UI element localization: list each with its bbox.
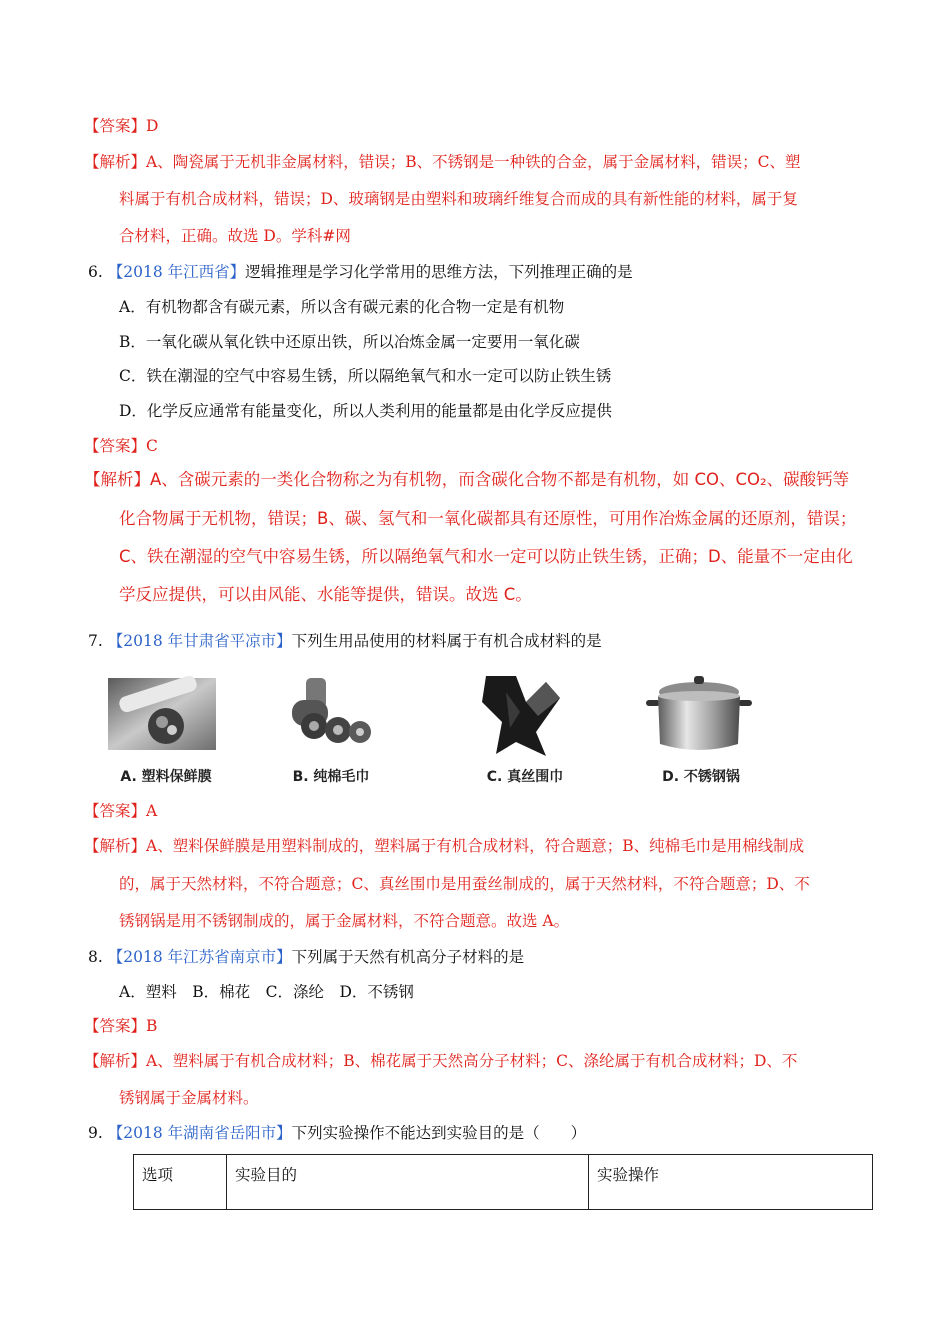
q6-explanation-line-2: 化合物属于无机物，错误；B、碳、氢气和一氧化碳都具有还原性，可用作冶炼金属的还原剂，错误；: [119, 509, 857, 528]
q8-explanation-line-2: 锈钢属于金属材料。: [119, 1089, 259, 1107]
q6-option-c: C．铁在潮湿的空气中容易生锈，所以隔绝氧气和水一定可以防止铁生锈: [119, 367, 612, 385]
question-source: 【2018 年江西省】: [107, 263, 246, 281]
question-number: 7.: [88, 632, 103, 650]
q8-explanation-line-1: 【解析】A、塑料属于有机合成材料；B、棉花属于天然高分子材料；C、涤纶属于有机合成材料；D、不: [84, 1052, 798, 1070]
q6-explanation-line-1: 【解析】A、含碳元素的一类化合物称之为有机物，而含碳化合物不都是有机物，如 CO、CO₂、碳酸钙等: [84, 470, 850, 489]
question-number: 6.: [88, 263, 103, 281]
table-header-purpose: 实验目的: [227, 1155, 589, 1210]
explanation-label: 【解析】: [84, 153, 147, 171]
plastic-wrap-icon: [106, 676, 218, 758]
explanation-label: 【解析】: [84, 470, 150, 489]
scarf-icon: [476, 672, 566, 758]
q8-answer: [84, 1016, 157, 1036]
q6-stem: [88, 262, 633, 282]
q6-answer: [84, 436, 158, 456]
question-text: 下列属于天然有机高分子材料的是: [291, 948, 525, 966]
figure-caption: B. 纯棉毛巾: [292, 769, 370, 785]
figure-caption: C. 真丝围巾: [486, 769, 564, 785]
q8-stem: [88, 947, 524, 967]
answer-label: 【答案】: [84, 117, 147, 135]
question-text: 逻辑推理是学习化学常用的思维方法，下列推理正确的是: [245, 263, 633, 281]
q8-options: A．塑料 B．棉花 C．涤纶 D．不锈钢: [119, 983, 414, 1001]
q7-stem: [88, 631, 602, 651]
explanation-label: 【解析】: [84, 1052, 147, 1070]
q6-option-b: B．一氧化碳从氧化铁中还原出铁，所以冶炼金属一定要用一氧化碳: [119, 333, 580, 351]
question-source: 【2018 年江苏省南京市】: [107, 948, 292, 966]
answer-value: A: [146, 802, 158, 820]
q7-explanation-line-2: 的，属于天然材料，不符合题意；C、真丝围巾是用蚕丝制成的，属于天然材料，不符合题意；D、不: [119, 875, 810, 893]
answer-label: 【答案】: [84, 437, 147, 455]
q7-explanation-line-1: 【解析】A、塑料保鲜膜是用塑料制成的，塑料属于有机合成材料，符合题意；B、纯棉毛巾是用棉线制成: [84, 837, 805, 855]
q7-explanation-line-3: 锈钢锅是用不锈钢制成的，属于金属材料，不符合题意。故选 A。: [119, 912, 570, 930]
q6-option-d: D．化学反应通常有能量变化，所以人类利用的能量都是由化学反应提供: [119, 402, 612, 420]
q6-explanation-line-3: C、铁在潮湿的空气中容易生锈，所以隔绝氧气和水一定可以防止铁生锈，正确；D、能量不一定由化: [119, 547, 853, 566]
q5-explanation-line-3: 合材料，正确。故选 D。学科#网: [119, 227, 351, 245]
q7-answer: [84, 801, 157, 821]
q7-figure-a: [106, 672, 236, 792]
towel-icon: [286, 674, 376, 758]
question-source: 【2018 年甘肃省平凉市】: [107, 632, 292, 650]
q5-explanation-line-1: 【解析】A、陶瓷属于无机非金属材料，错误；B、不锈钢是一种铁的合金，属于金属材料，错误；C、塑: [84, 153, 801, 171]
question-number: 8.: [88, 948, 103, 966]
table-header-option: 选项: [134, 1155, 227, 1210]
answer-value: D: [146, 117, 159, 135]
q9-stem: [88, 1123, 586, 1143]
question-source: 【2018 年湖南省岳阳市】: [107, 1124, 292, 1142]
answer-label: 【答案】: [84, 802, 147, 820]
figure-caption: A. 塑料保鲜膜: [120, 769, 212, 785]
explanation-label: 【解析】: [84, 837, 147, 855]
q5-explanation-line-2: 料属于有机合成材料，错误；D、玻璃钢是由塑料和玻璃纤维复合而成的具有新性能的材料，属于复: [119, 190, 798, 208]
table-row: [134, 1155, 873, 1210]
answer-label: 【答案】: [84, 1017, 147, 1035]
q6-option-a: A．有机物都含有碳元素，所以含有碳元素的化合物一定是有机物: [119, 298, 565, 316]
q7-figure-b: [266, 672, 396, 792]
pot-icon: [644, 672, 754, 758]
q7-figure-c: [460, 672, 590, 792]
question-text: 下列生用品使用的材料属于有机合成材料的是: [291, 632, 602, 650]
question-text: 下列实验操作不能达到实验目的是（ ）: [291, 1124, 587, 1142]
answer-value: B: [146, 1017, 158, 1035]
q7-figure-d: [636, 672, 766, 792]
q9-table: [133, 1154, 873, 1210]
q6-explanation-line-4: 学反应提供，可以由风能、水能等提供，错误。故选 C。: [119, 585, 532, 604]
q5-answer: [84, 116, 158, 136]
question-number: 9.: [88, 1124, 103, 1142]
q7-figure: [100, 672, 780, 792]
answer-value: C: [146, 437, 158, 455]
table-header-operation: 实验操作: [589, 1155, 873, 1210]
figure-caption: D. 不锈钢锅: [662, 769, 740, 785]
